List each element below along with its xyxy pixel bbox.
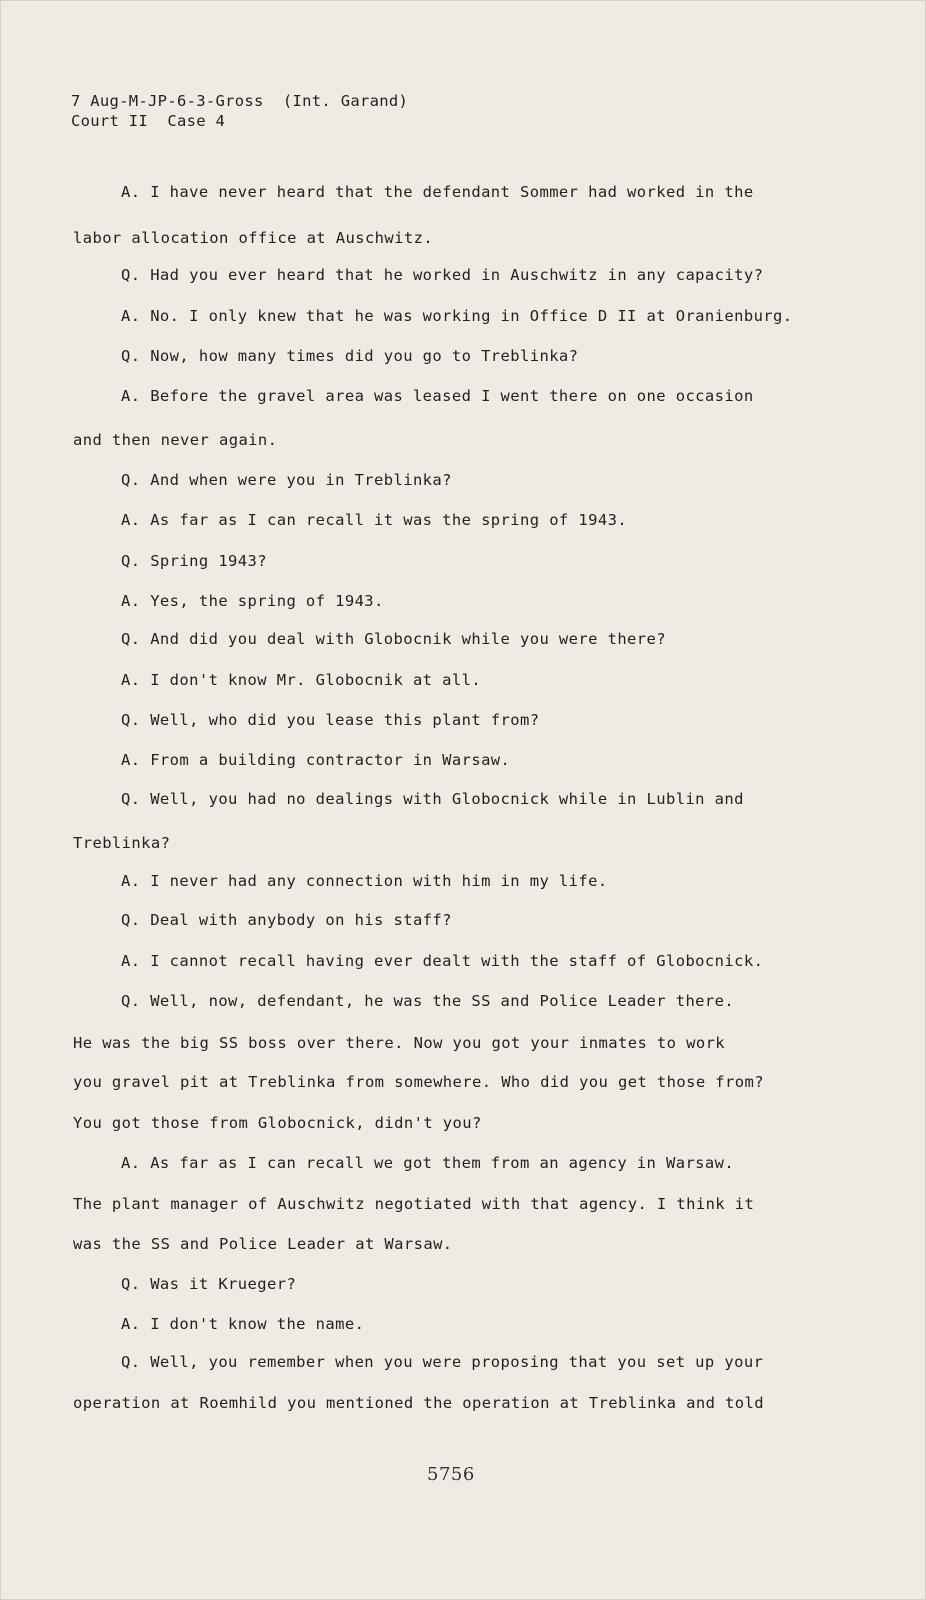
transcript-line: Q. Well, you remember when you were proposing that you set up your: [121, 1353, 764, 1371]
transcript-line: Q. Spring 1943?: [121, 552, 267, 570]
transcript-line: Q. Well, you had no dealings with Globocnick while in Lublin and: [121, 790, 744, 808]
transcript-line: Treblinka?: [73, 834, 171, 852]
transcript-line: A. I never had any connection with him in my life.: [121, 872, 608, 890]
transcript-line: labor allocation office at Auschwitz.: [73, 229, 434, 247]
transcript-line: You got those from Globocnick, didn't you?: [73, 1114, 482, 1132]
transcript-line: and then never again.: [73, 431, 278, 449]
transcript-line: operation at Roemhild you mentioned the operation at Treblinka and told: [73, 1394, 764, 1412]
transcript-line: A. I cannot recall having ever dealt with the staff of Globocnick.: [121, 952, 764, 970]
transcript-line: The plant manager of Auschwitz negotiated with that agency. I think it: [73, 1195, 755, 1213]
transcript-line: A. I don't know Mr. Globocnik at all.: [121, 671, 482, 689]
transcript-line: A. Before the gravel area was leased I went there on one occasion: [121, 387, 754, 405]
transcript-line: Q. Now, how many times did you go to Treblinka?: [121, 347, 579, 365]
transcript-line: He was the big SS boss over there. Now you got your inmates to work: [73, 1034, 726, 1052]
transcript-line: A. Yes, the spring of 1943.: [121, 592, 384, 610]
transcript-line: Q. And when were you in Treblinka?: [121, 471, 452, 489]
transcript-line: A. I don't know the name.: [121, 1315, 365, 1333]
transcript-line: A. From a building contractor in Warsaw.: [121, 751, 511, 769]
transcript-line: A. As far as I can recall it was the spring of 1943.: [121, 511, 628, 529]
page-number: 5756: [427, 1464, 475, 1485]
transcript-line: A. I have never heard that the defendant Sommer had worked in the: [121, 183, 754, 201]
transcript-line: Q. And did you deal with Globocnik while you were there?: [121, 630, 666, 648]
header-line-2: Court II Case 4: [71, 112, 226, 130]
transcript-line: Q. Was it Krueger?: [121, 1275, 297, 1293]
transcript-line: Q. Well, now, defendant, he was the SS and Police Leader there.: [121, 992, 735, 1010]
transcript-line: you gravel pit at Treblinka from somewhere. Who did you get those from?: [73, 1073, 764, 1091]
transcript-line: was the SS and Police Leader at Warsaw.: [73, 1235, 453, 1253]
document-header: [71, 91, 408, 131]
transcript-line: A. As far as I can recall we got them from an agency in Warsaw.: [121, 1154, 735, 1172]
transcript-line: Q. Had you ever heard that he worked in Auschwitz in any capacity?: [121, 266, 764, 284]
transcript-line: Q. Deal with anybody on his staff?: [121, 911, 452, 929]
transcript-line: A. No. I only knew that he was working in Office D II at Oranienburg.: [121, 307, 793, 325]
header-line-1: 7 Aug-M-JP-6-3-Gross (Int. Garand): [71, 92, 409, 110]
transcript-line: Q. Well, who did you lease this plant from?: [121, 711, 540, 729]
